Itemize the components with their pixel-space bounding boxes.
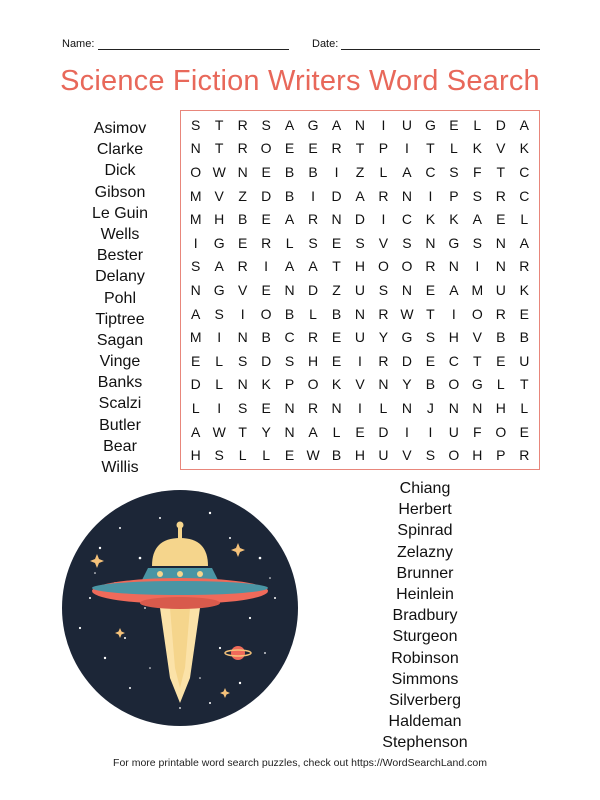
grid-cell[interactable]: H [495, 399, 506, 416]
grid-cell[interactable]: S [191, 116, 201, 133]
grid-cell[interactable]: E [237, 234, 248, 251]
grid-cell[interactable]: C [519, 187, 530, 204]
grid-cell[interactable]: L [473, 116, 482, 133]
grid-cell[interactable]: A [214, 258, 224, 275]
grid-cell[interactable]: P [378, 140, 389, 157]
grid-cell[interactable]: T [519, 376, 529, 393]
grid-cell[interactable]: N [190, 281, 201, 298]
grid-cell[interactable]: L [520, 399, 529, 416]
grid-cell[interactable]: N [237, 329, 248, 346]
word-item: Butler [99, 416, 141, 434]
grid-cell[interactable]: O [471, 305, 483, 322]
ufo-spaceship-icon [60, 488, 300, 728]
grid-cell[interactable]: S [214, 447, 224, 464]
grid-cell[interactable]: L [262, 447, 271, 464]
grid-cell[interactable]: I [193, 234, 198, 251]
grid-cell[interactable]: A [402, 163, 412, 180]
grid-cell[interactable]: E [261, 211, 271, 228]
grid-cell[interactable]: V [472, 329, 482, 346]
date-line[interactable] [341, 49, 540, 50]
grid-cell[interactable]: N [331, 211, 342, 228]
grid-cell[interactable]: K [519, 281, 529, 298]
grid-cell[interactable]: V [355, 376, 365, 393]
word-item: Sagan [96, 331, 144, 349]
word-item: Silverberg [388, 691, 462, 709]
grid-cell[interactable]: D [261, 352, 272, 369]
grid-cell[interactable]: E [261, 163, 271, 180]
grid-cell[interactable]: E [449, 116, 459, 133]
grid-cell[interactable]: O [448, 376, 460, 393]
grid-cell[interactable]: R [378, 187, 389, 204]
word-item: Brunner [396, 564, 454, 582]
grid-cell[interactable]: E [261, 399, 271, 416]
word-item: Robinson [391, 649, 459, 667]
grid-cell[interactable]: I [358, 399, 362, 416]
grid-cell[interactable]: G [213, 281, 225, 298]
grid-cell[interactable]: E [331, 352, 342, 369]
grid-cell[interactable]: I [358, 352, 362, 369]
grid-cell[interactable]: S [214, 305, 224, 322]
grid-cell[interactable]: T [214, 140, 224, 157]
grid-cell[interactable]: E [425, 281, 436, 298]
grid-cell[interactable]: D [378, 423, 389, 440]
grid-cell[interactable]: S [378, 281, 389, 298]
grid-cell[interactable]: K [449, 211, 459, 228]
grid-cell[interactable]: N [472, 399, 483, 416]
grid-cell[interactable]: E [331, 234, 342, 251]
grid-cell[interactable]: S [472, 234, 482, 251]
grid-cell[interactable]: R [261, 234, 272, 251]
grid-cell[interactable]: O [401, 258, 413, 275]
grid-cell[interactable]: H [308, 352, 319, 369]
grid-cell[interactable]: D [261, 187, 272, 204]
date-label: Date: [312, 38, 339, 50]
grid-cell[interactable]: N [190, 140, 201, 157]
grid-cell[interactable]: U [495, 281, 506, 298]
grid-cell[interactable]: M [189, 329, 202, 346]
grid-cell[interactable]: V [496, 140, 506, 157]
grid-cell[interactable]: L [449, 140, 458, 157]
word-item: Banks [97, 374, 143, 392]
grid-cell[interactable]: V [214, 187, 224, 204]
grid-cell[interactable]: N [354, 116, 366, 133]
grid-cell[interactable]: W [212, 423, 226, 440]
grid-cell[interactable]: D [331, 187, 342, 204]
grid-cell[interactable]: R [308, 329, 319, 346]
grid-cell[interactable]: T [332, 258, 341, 275]
grid-cell[interactable]: B [261, 329, 271, 346]
grid-cell[interactable]: I [381, 211, 386, 228]
grid-cell[interactable]: W [306, 447, 320, 464]
grid-cell[interactable]: N [378, 376, 389, 393]
grid-cell[interactable]: T [426, 305, 435, 322]
grid-cell[interactable]: I [475, 258, 480, 275]
grid-cell[interactable]: R [331, 140, 342, 157]
word-item: Delany [95, 268, 145, 286]
grid-cell[interactable]: N [495, 234, 506, 251]
grid-cell[interactable]: M [189, 211, 202, 228]
grid-cell[interactable]: N [284, 423, 295, 440]
grid-cell[interactable]: R [308, 399, 319, 416]
grid-cell[interactable]: A [284, 211, 295, 228]
grid-cell[interactable]: C [284, 329, 295, 346]
grid-cell[interactable]: L [379, 163, 388, 180]
grid-cell[interactable]: C [448, 352, 459, 369]
word-item: Spinrad [397, 522, 453, 540]
grid-cell[interactable]: I [428, 187, 433, 204]
grid-cell[interactable]: A [284, 116, 295, 133]
grid-cell[interactable]: B [237, 211, 248, 228]
word-item: Clarke [96, 141, 144, 159]
grid-cell[interactable]: F [473, 163, 482, 180]
grid-cell[interactable]: I [217, 399, 222, 416]
grid-cell[interactable]: R [237, 140, 248, 157]
grid-cell[interactable]: B [331, 447, 342, 464]
grid-cell[interactable]: R [495, 305, 506, 322]
grid-cell[interactable]: B [331, 305, 342, 322]
grid-cell[interactable]: I [334, 163, 339, 180]
grid-cell[interactable]: E [425, 352, 436, 369]
grid-cell[interactable]: R [519, 447, 530, 464]
grid-cell[interactable]: B [519, 329, 529, 346]
word-item: Heinlein [396, 585, 454, 603]
grid-cell[interactable]: N [425, 234, 436, 251]
grid-cell[interactable]: Z [355, 163, 365, 180]
grid-cell[interactable]: N [354, 305, 366, 322]
grid-cell[interactable]: P [449, 187, 459, 204]
grid-cell[interactable]: K [261, 376, 271, 393]
grid-cell[interactable]: O [190, 163, 202, 180]
grid-cell[interactable]: R [308, 211, 319, 228]
grid-cell[interactable]: A [284, 258, 295, 275]
grid-cell[interactable]: S [284, 352, 295, 369]
word-item: Herbert [398, 501, 452, 519]
grid-cell[interactable]: R [495, 187, 506, 204]
grid-cell[interactable]: L [332, 423, 341, 440]
grid-cell[interactable]: A [355, 187, 365, 204]
grid-cell[interactable]: S [308, 234, 318, 251]
grid-cell[interactable]: I [428, 423, 433, 440]
grid-cell[interactable]: U [448, 423, 459, 440]
grid-cell[interactable]: A [308, 258, 318, 275]
grid-cell[interactable]: Z [238, 187, 247, 204]
grid-cell[interactable]: N [448, 258, 459, 275]
grid-cell[interactable]: O [260, 305, 272, 322]
grid-cell[interactable]: W [212, 163, 226, 180]
grid-cell[interactable]: T [496, 163, 506, 180]
grid-cell[interactable]: L [285, 234, 294, 251]
grid-cell[interactable]: S [425, 329, 436, 346]
grid-cell[interactable]: B [284, 305, 295, 322]
grid-cell[interactable]: I [264, 258, 269, 275]
grid-cell[interactable]: D [190, 376, 201, 393]
word-item: Simmons [391, 670, 459, 688]
word-item: Haldeman [388, 713, 462, 731]
grid-cell[interactable]: G [471, 376, 483, 393]
grid-cell[interactable]: L [215, 352, 224, 369]
word-item: Le Guin [91, 204, 149, 222]
grid-cell[interactable]: L [379, 399, 388, 416]
grid-cell[interactable]: W [400, 305, 414, 322]
grid-cell[interactable]: H [190, 447, 201, 464]
grid-cell[interactable]: Y [378, 329, 389, 346]
grid-cell[interactable]: N [448, 399, 459, 416]
word-list-right [365, 478, 485, 753]
grid-cell[interactable]: I [404, 140, 409, 157]
grid-cell[interactable]: S [237, 399, 248, 416]
grid-cell[interactable]: O [495, 423, 507, 440]
grid-cell[interactable]: C [519, 163, 530, 180]
grid-cell[interactable]: H [214, 211, 225, 228]
grid-cell[interactable]: I [311, 187, 315, 204]
word-item: Willis [101, 459, 139, 476]
page-title: Science Fiction Writers Word Search [60, 65, 540, 97]
grid-cell[interactable]: L [496, 376, 505, 393]
grid-cell[interactable]: L [215, 376, 224, 393]
grid-cell[interactable]: L [520, 211, 529, 228]
grid-cell[interactable]: M [471, 281, 484, 298]
grid-cell[interactable]: A [191, 305, 201, 322]
grid-cell[interactable]: D [401, 352, 412, 369]
grid-cell[interactable]: S [449, 163, 459, 180]
grid-cell[interactable]: G [307, 116, 319, 133]
grid-cell[interactable]: S [472, 187, 482, 204]
grid-cell[interactable]: N [284, 399, 295, 416]
grid-cell[interactable]: F [473, 423, 482, 440]
grid-cell[interactable]: G [401, 329, 413, 346]
grid-cell[interactable]: L [191, 399, 200, 416]
grid-cell[interactable]: Y [261, 423, 271, 440]
grid-cell[interactable]: E [308, 140, 318, 157]
grid-cell[interactable]: H [472, 447, 483, 464]
grid-cell[interactable]: R [425, 258, 436, 275]
grid-cell[interactable]: R [378, 352, 389, 369]
word-item: Dick [104, 162, 136, 180]
grid-cell[interactable]: C [425, 163, 436, 180]
grid-cell[interactable]: I [217, 329, 222, 346]
word-item: Zelazny [396, 543, 454, 561]
grid-cell[interactable]: Z [332, 281, 341, 298]
grid-cell[interactable]: A [449, 281, 459, 298]
grid-cell[interactable]: K [519, 140, 529, 157]
name-label: Name: [62, 38, 95, 50]
grid-cell[interactable]: S [237, 352, 248, 369]
grid-cell[interactable]: E [355, 423, 365, 440]
word-item: Sturgeon [392, 628, 458, 646]
grid-cell[interactable]: T [214, 116, 224, 133]
grid-cell[interactable]: N [495, 258, 506, 275]
grid-cell[interactable]: K [331, 376, 342, 393]
grid-cell[interactable]: B [425, 376, 436, 393]
grid-cell[interactable]: U [519, 352, 530, 369]
grid-cell[interactable]: U [401, 116, 412, 133]
grid-cell[interactable]: P [284, 376, 295, 393]
word-item: Vinge [99, 353, 141, 371]
grid-cell[interactable]: D [495, 116, 506, 133]
word-item: Pohl [103, 289, 137, 307]
grid-cell[interactable]: U [378, 447, 389, 464]
grid-cell[interactable]: R [237, 116, 248, 133]
grid-cell[interactable]: O [378, 258, 389, 275]
grid-cell[interactable]: B [284, 163, 295, 180]
word-item: Bradbury [392, 607, 458, 625]
grid-cell[interactable]: R [237, 258, 248, 275]
grid-cell[interactable]: N [284, 281, 295, 298]
grid-cell[interactable]: K [425, 211, 436, 228]
grid-cell[interactable]: O [448, 447, 460, 464]
word-item: Wells [100, 225, 140, 243]
grid-cell[interactable]: T [426, 140, 435, 157]
grid-cell[interactable]: V [237, 281, 248, 298]
grid-cell[interactable]: S [355, 234, 365, 251]
grid-cell[interactable]: U [354, 329, 366, 346]
grid-cell[interactable]: E [284, 140, 295, 157]
word-item: Bester [96, 247, 144, 265]
word-item: Asimov [93, 120, 147, 137]
grid-cell[interactable]: K [472, 140, 482, 157]
grid-cell[interactable]: D [354, 211, 366, 228]
grid-cell[interactable]: O [307, 376, 319, 393]
grid-cell[interactable]: S [425, 447, 436, 464]
grid-cell[interactable]: A [308, 423, 318, 440]
grid-cell[interactable]: E [284, 447, 295, 464]
grid-cell[interactable]: H [354, 258, 366, 275]
grid-cell[interactable]: E [191, 352, 201, 369]
grid-cell[interactable]: C [401, 211, 412, 228]
grid-cell[interactable]: T [473, 352, 482, 369]
grid-cell[interactable]: L [238, 447, 247, 464]
grid-cell[interactable]: H [354, 447, 366, 464]
word-item: Chiang [399, 480, 451, 497]
grid-cell[interactable]: A [519, 234, 529, 251]
grid-cell[interactable]: N [331, 399, 342, 416]
grid-cell[interactable]: P [496, 447, 506, 464]
grid-cell[interactable]: G [448, 234, 460, 251]
grid-cell[interactable]: V [402, 447, 412, 464]
grid-cell[interactable]: N [401, 399, 412, 416]
grid-cell[interactable]: N [237, 163, 248, 180]
grid-cell[interactable]: R [378, 305, 389, 322]
grid-cell[interactable]: A [331, 116, 342, 133]
word-item: Gibson [94, 183, 146, 201]
grid-cell[interactable]: N [401, 187, 412, 204]
name-line[interactable] [98, 49, 289, 50]
word-list-left [70, 118, 170, 478]
grid-cell[interactable]: B [284, 187, 295, 204]
grid-cell[interactable]: M [189, 187, 202, 204]
grid-cell[interactable]: I [404, 423, 409, 440]
grid-cell[interactable]: S [261, 116, 271, 133]
grid-cell[interactable]: E [519, 305, 529, 322]
grid-cell[interactable]: I [381, 116, 386, 133]
word-item: Tiptree [95, 310, 145, 328]
grid-cell[interactable]: L [309, 305, 317, 322]
grid-cell[interactable]: E [496, 352, 506, 369]
word-item: Stephenson [382, 734, 468, 752]
grid-cell[interactable]: B [496, 329, 506, 346]
grid-cell[interactable]: O [260, 140, 272, 157]
grid-cell[interactable]: N [401, 281, 412, 298]
word-item: Bear [103, 437, 137, 455]
grid-cell[interactable]: I [240, 305, 245, 322]
grid-cell[interactable]: U [354, 281, 366, 298]
grid-cell[interactable]: S [191, 258, 201, 275]
grid-cell[interactable]: E [261, 281, 271, 298]
grid-cell[interactable]: G [424, 116, 436, 133]
grid-cell[interactable]: T [238, 423, 247, 440]
word-item: Scalzi [98, 395, 142, 413]
grid-cell[interactable]: B [308, 163, 318, 180]
grid-cell[interactable]: A [472, 211, 482, 228]
letter-grid[interactable] [180, 110, 540, 470]
grid-cell[interactable]: G [213, 234, 225, 251]
grid-cell[interactable]: A [191, 423, 201, 440]
grid-cell[interactable]: E [331, 329, 342, 346]
grid-cell[interactable]: Y [402, 376, 412, 393]
grid-cell[interactable]: V [378, 234, 389, 251]
grid-cell[interactable]: H [448, 329, 459, 346]
grid-cell[interactable]: T [355, 140, 365, 157]
grid-cell[interactable]: E [519, 423, 529, 440]
grid-cell[interactable]: D [308, 281, 319, 298]
grid-cell[interactable]: I [451, 305, 456, 322]
grid-cell[interactable]: R [519, 258, 530, 275]
grid-cell[interactable]: J [426, 399, 434, 416]
grid-cell[interactable]: A [519, 116, 529, 133]
footer-note: For more printable word search puzzles, check out https://WordSearchLand.com [113, 757, 487, 769]
grid-cell[interactable]: S [402, 234, 412, 251]
grid-cell[interactable]: N [237, 376, 248, 393]
grid-cell[interactable]: E [496, 211, 506, 228]
